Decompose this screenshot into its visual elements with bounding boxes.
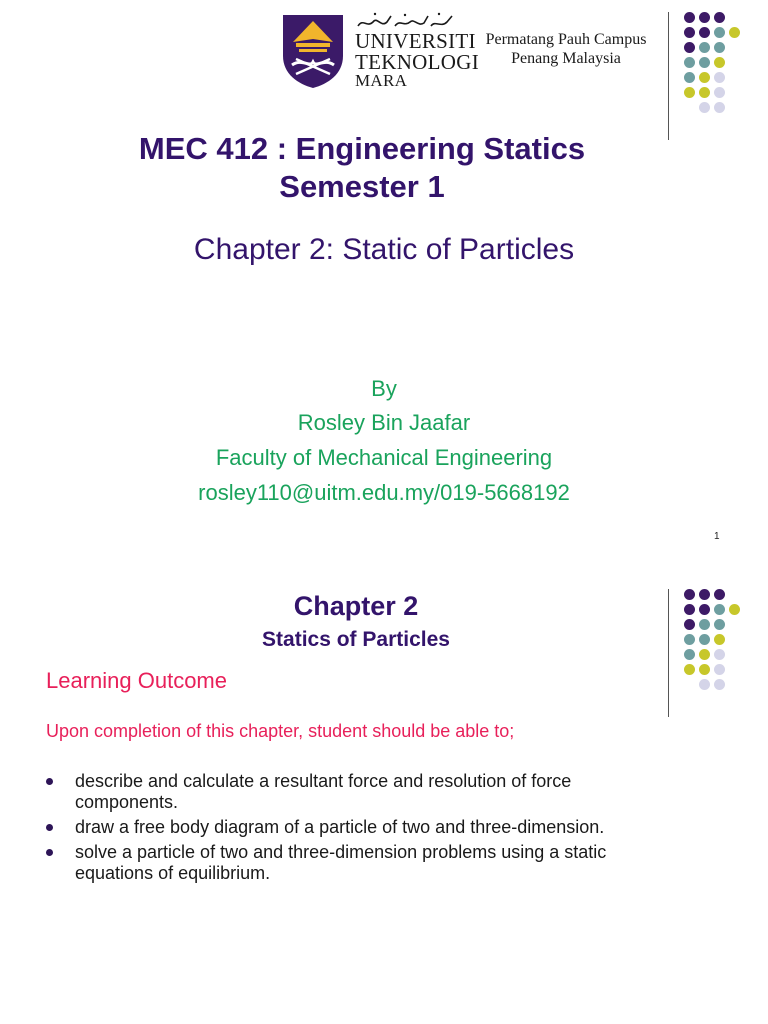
list-item: [46, 817, 736, 838]
decoration-dot: [714, 27, 725, 38]
decoration-dot: [699, 72, 710, 83]
decoration-dot: [714, 664, 725, 675]
author-name: Rosley Bin Jaafar: [297, 410, 471, 435]
decoration-dot: [699, 102, 710, 113]
decoration-dot: [714, 57, 725, 68]
decoration-dot: [729, 27, 740, 38]
decoration-dot: [699, 57, 710, 68]
intro-text: Upon completion of this chapter, student should be able to;: [46, 721, 515, 741]
decoration-dot: [699, 27, 710, 38]
university-name-line-1: UNIVERSITI: [355, 29, 476, 53]
section-heading: Learning Outcome: [46, 668, 227, 693]
decoration-dot: [684, 57, 695, 68]
slide-subtitle: Statics of Particles: [262, 628, 450, 651]
course-title-line-1: MEC 412 : Engineering Statics: [138, 131, 586, 166]
list-item: [46, 771, 736, 813]
decoration-dot: [714, 619, 725, 630]
page-number: 1: [714, 531, 720, 542]
outcome-line-1: draw a free body diagram of a particle of two and three-dimension.: [75, 817, 605, 837]
campus-line-2: Penang Malaysia: [511, 50, 621, 67]
header-divider: [668, 12, 669, 140]
decoration-dot: [714, 12, 725, 23]
bullet-icon: [46, 778, 53, 785]
decoration-dot: [729, 604, 740, 615]
decoration-dot: [699, 664, 710, 675]
decoration-dot: [714, 42, 725, 53]
decoration-dot: [684, 42, 695, 53]
decoration-dot: [714, 72, 725, 83]
learning-outcome-slide: [0, 512, 768, 1024]
slide-title: Chapter 2: [293, 591, 419, 621]
author-by: By: [371, 376, 397, 401]
outcome-line-2: components.: [75, 792, 179, 812]
decoration-dot: [714, 589, 725, 600]
course-title-line-2: Semester 1: [279, 169, 445, 204]
bullet-icon: [46, 849, 53, 856]
decoration-dot: [684, 27, 695, 38]
decoration-dot: [684, 12, 695, 23]
outcome-line-1: solve a particle of two and three-dimension problems using a static: [75, 842, 607, 862]
decoration-dot: [714, 102, 725, 113]
decoration-dot: [684, 87, 695, 98]
course-title: [0, 130, 724, 206]
decoration-dot: [699, 87, 710, 98]
decoration-dot: [714, 87, 725, 98]
campus-line-1: Permatang Pauh Campus: [485, 31, 647, 48]
decoration-dot: [684, 72, 695, 83]
author-contact: rosley110@uitm.edu.my/019-5668192: [198, 480, 570, 505]
chapter-title: Chapter 2: Static of Particles: [193, 233, 575, 266]
decoration-dot: [684, 664, 695, 675]
list-item: [46, 842, 736, 884]
decoration-dot: [699, 679, 710, 690]
university-name-line-3: MARA: [355, 71, 408, 90]
decoration-dot: [714, 649, 725, 660]
bullet-icon: [46, 824, 53, 831]
decoration-dot: [714, 634, 725, 645]
decoration-dot: [714, 679, 725, 690]
decoration-dot: [714, 604, 725, 615]
decoration-dot: [699, 42, 710, 53]
outcome-list: [46, 771, 736, 888]
uitm-crest-icon: [280, 12, 346, 90]
outcome-line-1: describe and calculate a resultant force and resolution of force: [75, 771, 572, 791]
author-faculty: Faculty of Mechanical Engineering: [215, 445, 553, 470]
outcome-line-2: equations of equilibrium.: [75, 863, 271, 883]
university-name-line-2: TEKNOLOGI: [355, 50, 480, 74]
decoration-dot: [699, 12, 710, 23]
